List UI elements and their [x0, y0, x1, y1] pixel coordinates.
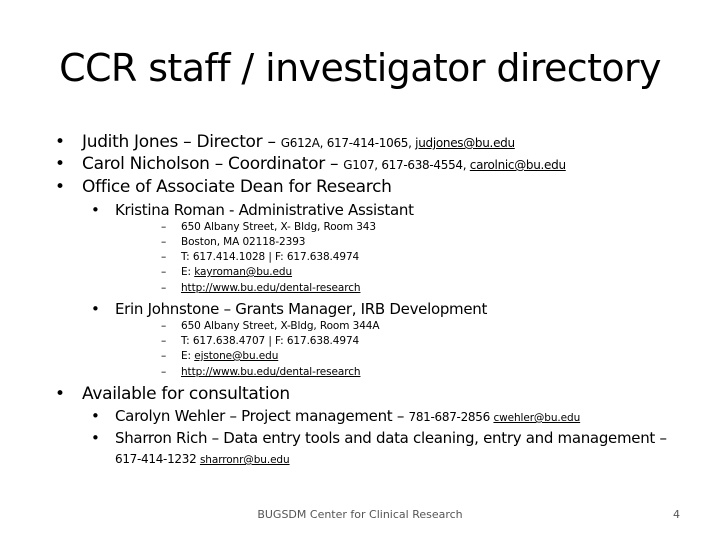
- email-prefix: E:: [181, 350, 195, 362]
- dash: –: [161, 221, 167, 233]
- consultant-carolyn: [115, 406, 580, 428]
- dash: –: [161, 282, 167, 294]
- kristina-phone: T: 617.414.1028 | F: 617.638.4974: [181, 251, 360, 263]
- slide-title: CCR staff / investigator directory: [59, 46, 661, 90]
- email-link-carol[interactable]: carolnic@bu.edu: [469, 158, 566, 172]
- erin-name: Erin Johnstone – Grants Manager, IRB Development: [115, 300, 488, 318]
- entry-detail: G612A, 617-414-1065,: [280, 136, 416, 150]
- consultant-phone: 617-414-1232: [115, 452, 200, 466]
- consultant-text: Carolyn Wehler – Project management –: [115, 407, 409, 425]
- erin-email-line: [181, 349, 278, 364]
- email-link-erin[interactable]: ejstone@bu.edu: [194, 350, 279, 362]
- email-link-sharron[interactable]: sharronr@bu.edu: [199, 454, 290, 466]
- office-heading: Office of Associate Dean for Research: [82, 177, 392, 197]
- directory-entry-carol: [82, 153, 566, 176]
- email-link-kristina[interactable]: kayroman@bu.edu: [194, 266, 293, 278]
- bullet: •: [55, 177, 65, 197]
- dash: –: [161, 320, 167, 332]
- directory-entry-judith: [82, 131, 515, 154]
- entry-main: Carol Nicholson – Coordinator –: [82, 154, 344, 174]
- bullet: •: [91, 429, 100, 447]
- url-link-erin[interactable]: http://www.bu.edu/dental-research: [181, 366, 361, 378]
- bullet: •: [55, 154, 65, 174]
- email-link-carolyn[interactable]: cwehler@bu.edu: [493, 412, 581, 424]
- dash: –: [161, 266, 167, 278]
- erin-phone: T: 617.638.4707 | F: 617.638.4974: [181, 335, 360, 347]
- url-link-kristina[interactable]: http://www.bu.edu/dental-research: [181, 282, 361, 294]
- email-link-judith[interactable]: judjones@bu.edu: [415, 136, 515, 150]
- available-heading: Available for consultation: [82, 384, 290, 404]
- entry-main: Judith Jones – Director –: [82, 132, 281, 152]
- kristina-address: 650 Albany Street, X- Bldg, Room 343: [181, 221, 376, 233]
- bullet: •: [55, 384, 65, 404]
- kristina-email-line: [181, 265, 292, 280]
- kristina-city: Boston, MA 02118-2393: [181, 236, 306, 248]
- page-number: 4: [673, 508, 680, 521]
- bullet: •: [91, 407, 100, 425]
- bullet: •: [91, 201, 100, 219]
- dash: –: [161, 350, 167, 362]
- bullet: •: [91, 300, 100, 318]
- consultant-sharron: Sharron Rich – Data entry tools and data cleaning, entry and management –: [115, 429, 667, 447]
- dash: –: [161, 236, 167, 248]
- dash: –: [161, 335, 167, 347]
- dash: –: [161, 366, 167, 378]
- dash: –: [161, 251, 167, 263]
- erin-address: 650 Albany Street, X-Bldg, Room 344A: [181, 320, 380, 332]
- consultant-phone: 781-687-2856: [408, 410, 494, 424]
- bullet: •: [55, 132, 65, 152]
- consultant-sharron-contact: [115, 448, 290, 470]
- email-prefix: E:: [181, 266, 195, 278]
- entry-detail: G107, 617-638-4554,: [343, 158, 470, 172]
- footer-text: BUGSDM Center for Clinical Research: [257, 508, 463, 521]
- kristina-name: Kristina Roman - Administrative Assistant: [115, 201, 414, 219]
